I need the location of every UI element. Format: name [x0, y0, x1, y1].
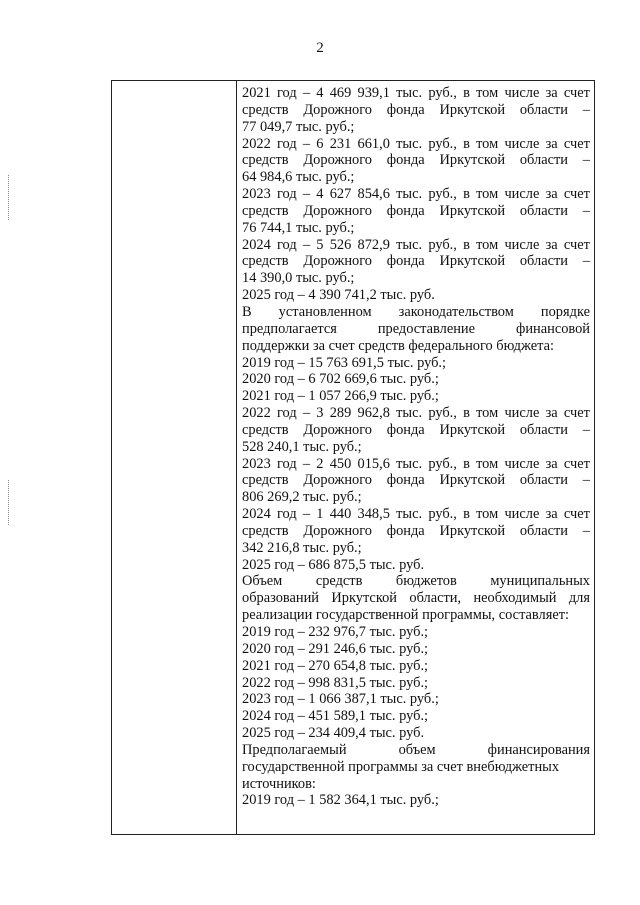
text-line: [242, 203, 590, 220]
word: Иркутской: [439, 202, 506, 219]
funding-paragraph: [242, 641, 590, 658]
word: области: [519, 522, 568, 539]
word: Иркутской: [439, 421, 506, 438]
word: –: [582, 472, 590, 489]
word: тыс.: [396, 85, 423, 101]
word: предполагается: [242, 320, 337, 337]
word: тыс.: [396, 405, 423, 422]
word: средств: [242, 472, 289, 489]
word: –: [582, 522, 590, 539]
word: руб.,: [428, 85, 457, 101]
word: за: [545, 405, 558, 422]
line-text: 2023 год – 1 066 387,1 тыс. руб.;: [242, 691, 439, 708]
word: в: [463, 135, 470, 152]
word: 450: [329, 455, 352, 472]
word: для: [568, 590, 590, 607]
word: области,: [409, 590, 462, 607]
word: руб.,: [428, 236, 457, 253]
word: 2021: [242, 85, 271, 101]
text-line: [242, 287, 590, 304]
word: –: [302, 506, 311, 523]
word: за: [545, 135, 558, 152]
word: счет: [563, 85, 590, 101]
word: тыс.: [396, 135, 423, 152]
funding-paragraph: [242, 186, 590, 237]
word: Объем: [242, 573, 283, 590]
table-cell-funding-text: [242, 85, 590, 809]
word: фонда: [386, 253, 425, 270]
word: руб.,: [428, 455, 457, 472]
text-line: [242, 675, 590, 692]
word: 854,6: [357, 186, 390, 203]
line-text: 342 216,8 тыс. руб.;: [242, 539, 362, 556]
word: 2023: [242, 455, 271, 472]
word: числе: [504, 405, 540, 422]
text-line: [242, 472, 590, 489]
word: области: [519, 421, 568, 438]
word: фонда: [386, 421, 425, 438]
line-text: 14 390,0 тыс. руб.;: [242, 270, 355, 287]
text-line: [242, 590, 590, 607]
word: 5: [316, 236, 324, 253]
funding-paragraph: [242, 675, 590, 692]
funding-paragraph: [242, 371, 590, 388]
funding-paragraph: [242, 708, 590, 725]
funding-paragraph: [242, 85, 590, 136]
word: Дорожного: [303, 253, 372, 270]
text-line: [242, 439, 590, 456]
word: 2024: [242, 506, 271, 523]
line-text: 2021 год – 1 057 266,9 тыс. руб.;: [242, 388, 439, 405]
word: –: [302, 135, 311, 152]
funding-paragraph: [242, 691, 590, 708]
word: Дорожного: [303, 152, 372, 169]
text-line: [242, 270, 590, 287]
text-line: [242, 641, 590, 658]
funding-paragraph: [242, 658, 590, 675]
line-text: 2019 год – 1 582 364,1 тыс. руб.;: [242, 792, 439, 809]
word: 2022: [242, 405, 271, 422]
word: средств: [242, 253, 289, 270]
word: Иркутской: [439, 152, 506, 169]
word: за: [545, 186, 558, 203]
text-line: [242, 759, 590, 776]
word: Дорожного: [303, 202, 372, 219]
word: том: [476, 506, 499, 523]
word: Дорожного: [303, 101, 372, 118]
word: год: [277, 455, 297, 472]
text-line: [242, 725, 590, 742]
funding-paragraph: [242, 742, 590, 793]
word: 627: [329, 186, 352, 203]
word: числе: [504, 85, 540, 101]
line-text: 2019 год – 232 976,7 тыс. руб.;: [242, 624, 429, 640]
text-line: [242, 691, 590, 708]
word: 2024: [242, 236, 271, 253]
word: предоставление: [377, 320, 476, 337]
line-text: 2025 год – 686 875,5 тыс. руб.: [242, 556, 425, 573]
text-line: [242, 136, 590, 153]
word: необходимый: [473, 590, 557, 607]
word: год: [277, 405, 297, 422]
word: муниципальных: [490, 573, 590, 590]
word: 661,0: [357, 135, 390, 152]
word: средств: [242, 152, 289, 169]
word: тыс.: [396, 506, 423, 523]
funding-paragraph: [242, 355, 590, 372]
word: образований: [242, 590, 319, 607]
word: области: [519, 253, 568, 270]
word: Дорожного: [303, 421, 372, 438]
word: в: [463, 236, 470, 253]
word: области: [519, 472, 568, 489]
word: руб.,: [428, 405, 457, 422]
text-line: [242, 321, 590, 338]
line-text: 2025 год – 234 409,4 тыс. руб.: [242, 725, 425, 742]
word: том: [476, 85, 499, 101]
line-text: 2020 год – 6 702 669,6 тыс. руб.;: [242, 371, 439, 388]
word: год: [277, 506, 297, 523]
word: руб.,: [428, 506, 457, 523]
text-line: [242, 186, 590, 203]
word: в: [463, 85, 470, 101]
line-text: 2022 год – 998 831,5 тыс. руб.;: [242, 674, 429, 691]
text-line: [242, 792, 590, 809]
funding-paragraph: [242, 237, 590, 288]
word: 015,6: [357, 455, 390, 472]
word: средств: [242, 202, 289, 219]
word: области: [519, 152, 568, 169]
word: Иркутской: [439, 253, 506, 270]
word: средств: [242, 421, 289, 438]
word: 526: [329, 236, 352, 253]
word: счет: [563, 236, 590, 253]
text-line: [242, 304, 590, 321]
funding-paragraph: [242, 304, 590, 355]
margin-binding-mark-top: [8, 175, 11, 220]
word: том: [476, 455, 499, 472]
word: Дорожного: [303, 522, 372, 539]
word: счет: [563, 405, 590, 422]
page-number: 2: [316, 40, 324, 56]
text-line: [242, 708, 590, 725]
word: объем: [398, 741, 436, 758]
text-line: [242, 742, 590, 759]
word: год: [277, 186, 297, 203]
word: числе: [504, 455, 540, 472]
word: 2: [316, 455, 324, 472]
word: области: [519, 202, 568, 219]
funding-paragraph: [242, 573, 590, 624]
word: за: [545, 455, 558, 472]
word: –: [302, 85, 311, 101]
text-line: [242, 523, 590, 540]
text-line: [242, 506, 590, 523]
word: 6: [316, 135, 324, 152]
word: числе: [504, 186, 540, 203]
word: Иркутской: [439, 472, 506, 489]
word: 962,8: [357, 405, 390, 422]
text-line: [242, 102, 590, 119]
funding-paragraph: [242, 136, 590, 187]
word: том: [476, 405, 499, 422]
word: 440: [329, 506, 352, 523]
text-line: [242, 489, 590, 506]
word: –: [302, 455, 311, 472]
line-text: 64 984,6 тыс. руб.;: [242, 169, 355, 186]
line-text: источников:: [242, 775, 316, 792]
funding-paragraph: [242, 624, 590, 641]
word: 872,9: [357, 236, 390, 253]
text-line: [242, 355, 590, 372]
text-line: [242, 85, 590, 102]
word: законодательством: [398, 303, 514, 320]
word: средств: [242, 522, 289, 539]
text-line: [242, 573, 590, 590]
text-line: [242, 152, 590, 169]
word: –: [582, 421, 590, 438]
line-text: 77 049,7 тыс. руб.;: [242, 118, 355, 135]
word: руб.,: [428, 186, 457, 203]
word: –: [582, 101, 590, 118]
word: счет: [563, 186, 590, 203]
word: Иркутской: [439, 522, 506, 539]
word: 2023: [242, 186, 271, 203]
funding-paragraph: [242, 456, 590, 507]
word: Иркутской: [439, 101, 506, 118]
text-line: [242, 371, 590, 388]
word: за: [545, 85, 558, 101]
text-line: [242, 119, 590, 136]
text-line: [242, 422, 590, 439]
line-text: 2021 год – 270 654,8 тыс. руб.;: [242, 657, 429, 674]
funding-paragraph: [242, 287, 590, 304]
word: –: [582, 152, 590, 169]
word: 939,1: [357, 85, 390, 101]
word: Иркутской: [331, 590, 397, 607]
text-line: [242, 388, 590, 405]
word: порядке: [540, 303, 590, 320]
word: числе: [504, 135, 540, 152]
text-line: [242, 220, 590, 237]
text-line: [242, 557, 590, 574]
funding-paragraph: [242, 388, 590, 405]
word: счет: [563, 135, 590, 152]
line-text: 2019 год – 15 763 691,5 тыс. руб.;: [242, 354, 447, 371]
word: счет: [563, 455, 590, 472]
text-line: [242, 456, 590, 473]
funding-paragraph: [242, 792, 590, 809]
word: фонда: [386, 152, 425, 169]
text-line: [242, 776, 590, 793]
word: финансовой: [516, 320, 590, 337]
word: в: [463, 455, 470, 472]
word: 4: [316, 186, 324, 203]
word: тыс.: [396, 186, 423, 203]
word: год: [277, 85, 297, 101]
text-line: [242, 405, 590, 422]
word: –: [302, 236, 311, 253]
word: 3: [316, 405, 324, 422]
word: Предполагаемый: [242, 741, 347, 758]
word: фонда: [386, 522, 425, 539]
word: средств: [315, 573, 363, 590]
line-text: 2024 год – 451 589,1 тыс. руб.;: [242, 708, 429, 725]
text-line: [242, 607, 590, 624]
funding-paragraph: [242, 557, 590, 574]
line-text: 528 240,1 тыс. руб.;: [242, 438, 362, 455]
funding-paragraph: [242, 725, 590, 742]
word: средств: [242, 101, 289, 118]
word: тыс.: [396, 455, 423, 472]
word: руб.,: [428, 135, 457, 152]
word: за: [545, 236, 558, 253]
word: фонда: [386, 472, 425, 489]
funding-paragraph: [242, 405, 590, 456]
line-text: государственной программы за счет внебюджетных: [242, 758, 560, 775]
word: установленном: [278, 303, 372, 320]
word: Дорожного: [303, 472, 372, 489]
funding-paragraph: [242, 506, 590, 557]
word: 2022: [242, 135, 271, 152]
text-line: [242, 540, 590, 557]
text-line: [242, 237, 590, 254]
word: том: [476, 186, 499, 203]
word: 231: [329, 135, 352, 152]
word: том: [476, 236, 499, 253]
word: –: [582, 202, 590, 219]
word: фонда: [386, 101, 425, 118]
line-text: реализации государственной программы, составляет:: [242, 607, 570, 624]
word: –: [302, 405, 311, 422]
word: в: [463, 405, 470, 422]
word: 4: [316, 85, 324, 101]
text-line: [242, 253, 590, 270]
funding-table: [111, 80, 595, 835]
word: год: [277, 236, 297, 253]
word: –: [302, 186, 311, 203]
line-text: 76 744,1 тыс. руб.;: [242, 219, 355, 236]
word: числе: [504, 236, 540, 253]
word: 348,5: [357, 506, 390, 523]
word: в: [463, 186, 470, 203]
margin-binding-mark-bottom: [8, 480, 11, 525]
word: –: [582, 253, 590, 270]
text-line: [242, 169, 590, 186]
word: 289: [329, 405, 352, 422]
word: год: [277, 135, 297, 152]
word: финансирования: [487, 741, 590, 758]
word: фонда: [386, 202, 425, 219]
word: числе: [504, 506, 540, 523]
word: бюджетов: [395, 573, 457, 590]
word: 1: [316, 506, 324, 523]
text-line: [242, 338, 590, 355]
word: в: [463, 506, 470, 523]
table-column-divider: [236, 81, 237, 834]
word: В: [242, 303, 252, 320]
line-text: 806 269,2 тыс. руб.;: [242, 489, 362, 506]
word: 469: [329, 85, 352, 101]
line-text: 2020 год – 291 246,6 тыс. руб.;: [242, 640, 429, 657]
word: счет: [563, 506, 590, 523]
word: тыс.: [396, 236, 423, 253]
word: том: [476, 135, 499, 152]
line-text: 2025 год – 4 390 741,2 тыс. руб.: [242, 287, 435, 304]
line-text: поддержки за счет средств федерального бюджета:: [242, 337, 554, 354]
text-line: [242, 624, 590, 641]
word: области: [519, 101, 568, 118]
word: за: [545, 506, 558, 523]
text-line: [242, 658, 590, 675]
